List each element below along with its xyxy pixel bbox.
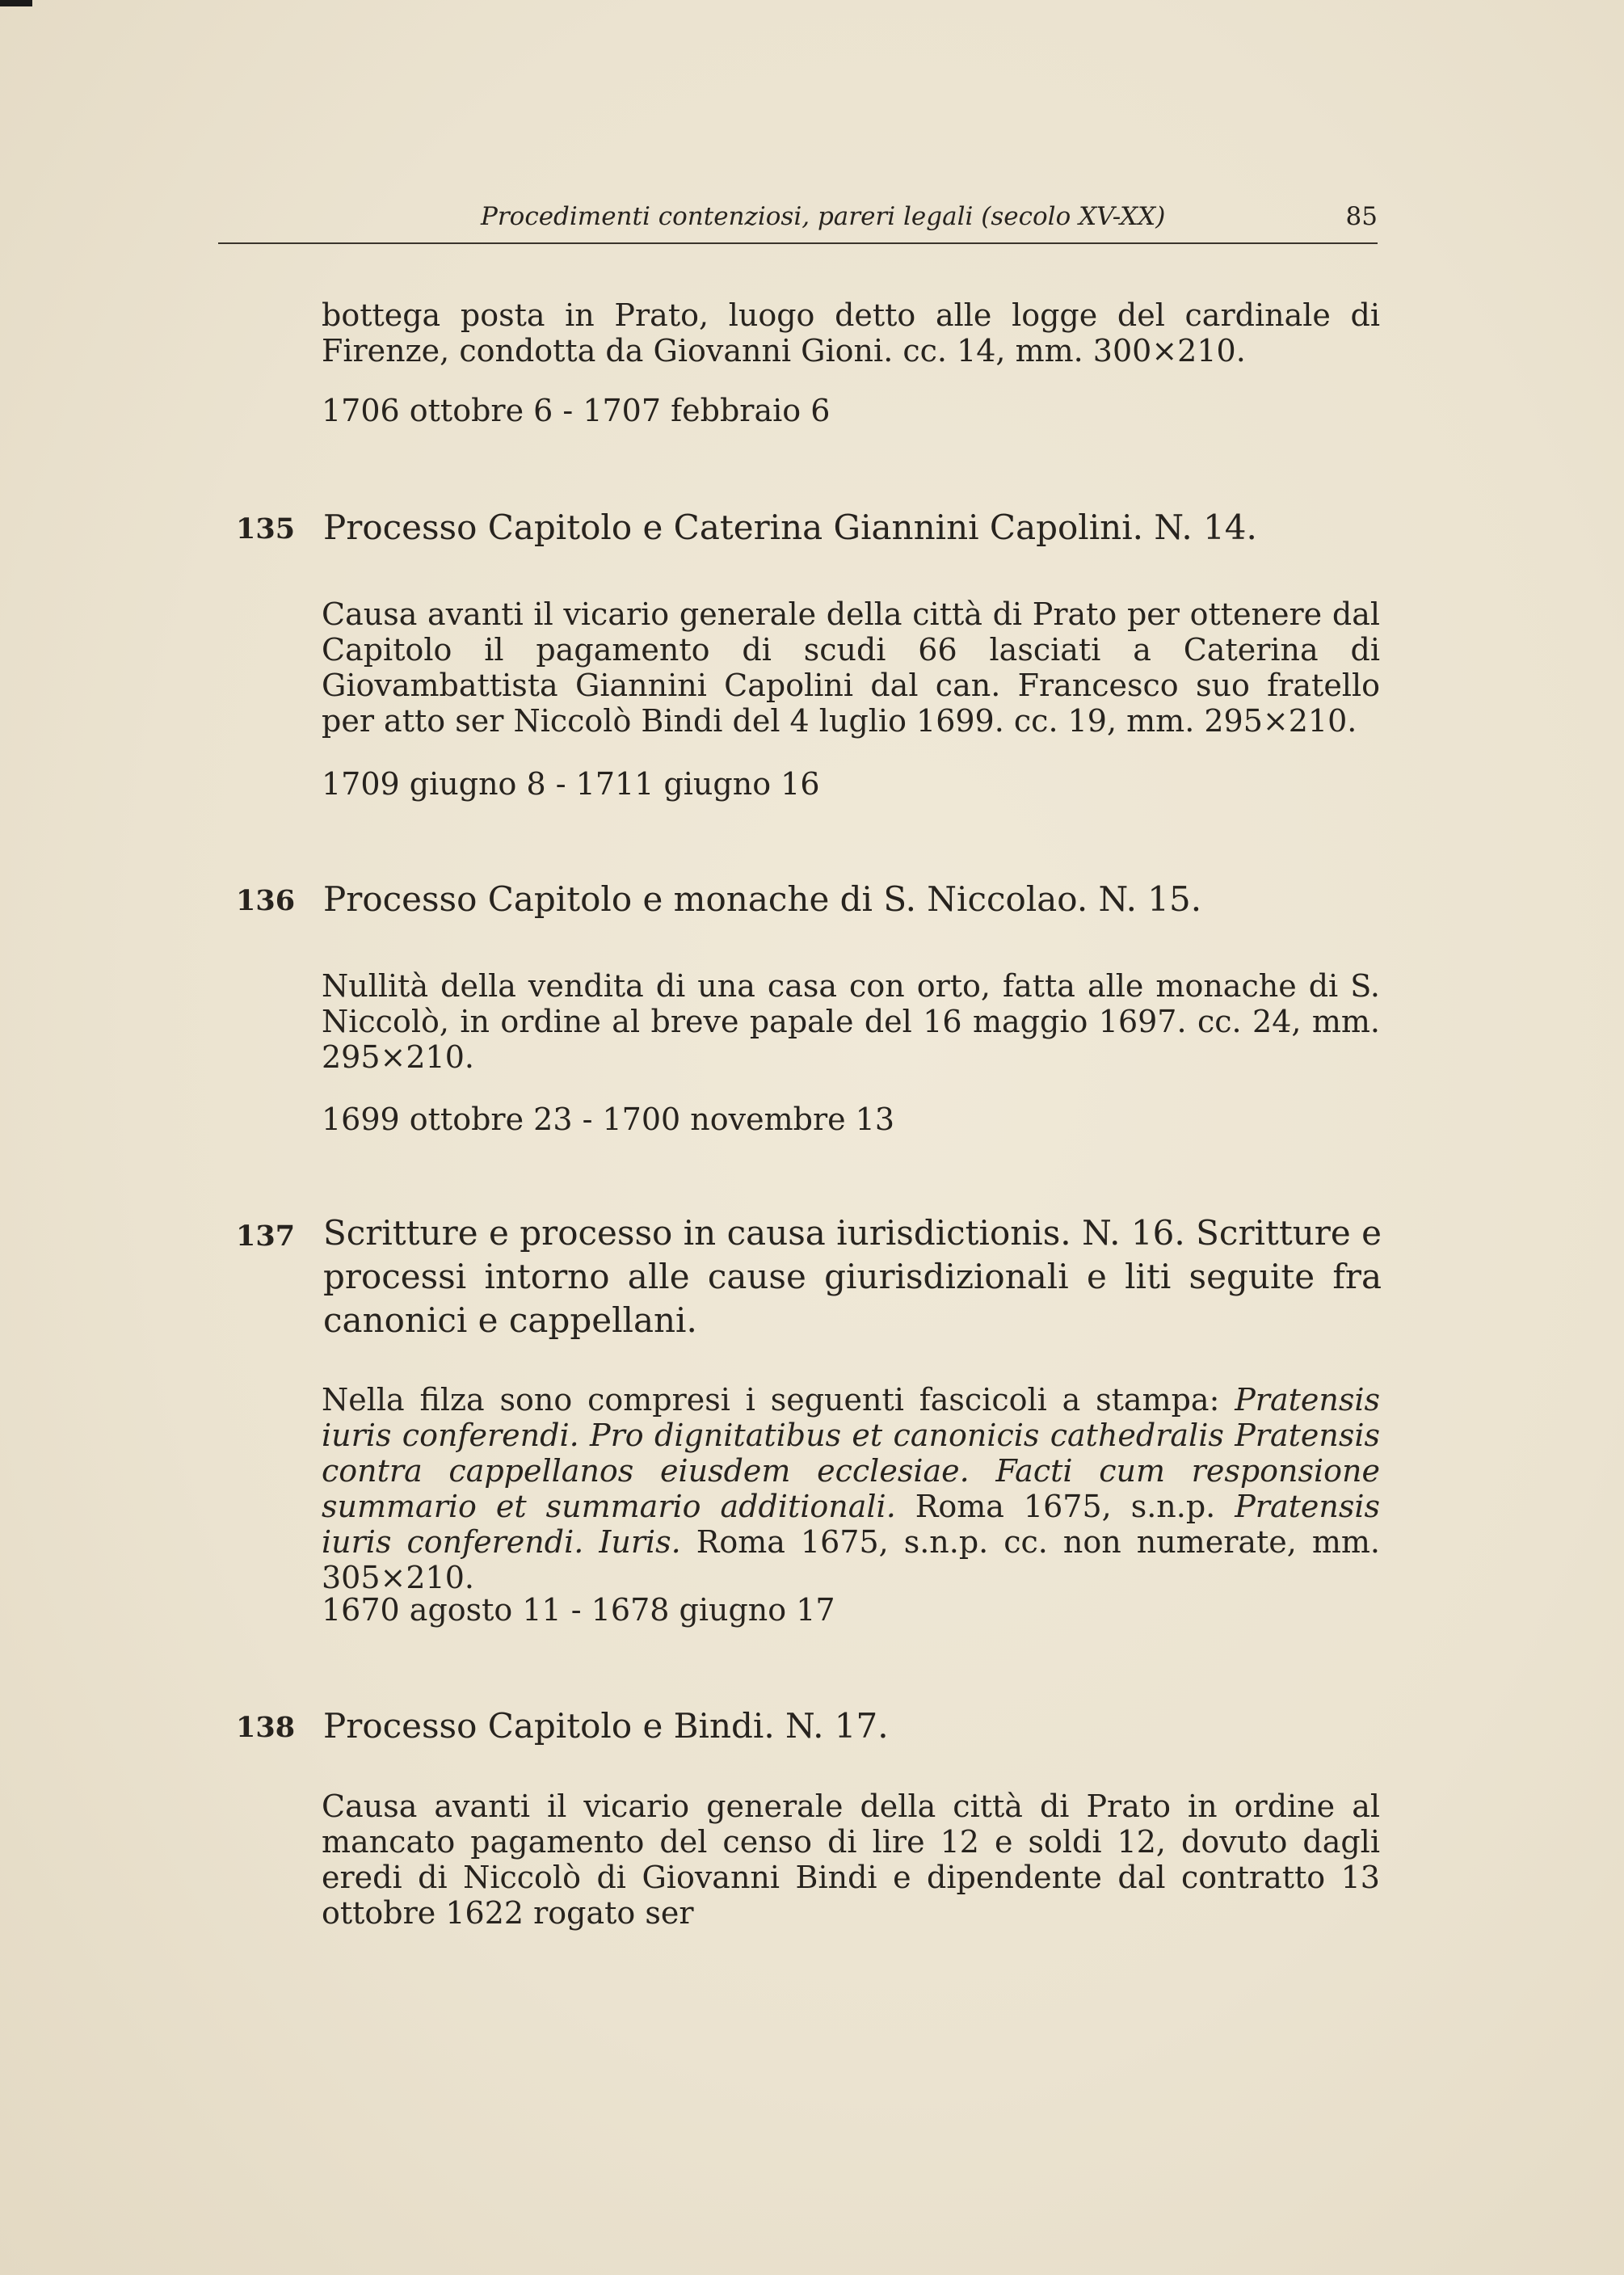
entry-description: Causa avanti il vicario generale della città di Prato per ottenere dal Capitolo il pagamento di scudi 66 lasciati a Caterina di Giovambattista Giannini Capolini dal can. Francesco suo fratello per atto ser Niccolò Bindi del 4 luglio 1699. cc. 19, mm. 295×210.: [322, 596, 1380, 739]
scan-corner-mark: [0, 0, 32, 6]
running-title: Procedimenti contenziosi, pareri legali (secolo XV-XX): [481, 202, 1166, 231]
page-number: 85: [1345, 202, 1378, 231]
description-italic: Pratensis iuris conferendi. Pro dignitatibus et canonicis cathedralis Pratensis contra cappellanos eiusdem ecclesiae. Facti cum responsione summario et summario additionali.: [322, 1382, 1380, 1524]
continuation-date: 1706 ottobre 6 - 1707 febbraio 6: [322, 393, 831, 428]
description-text: Roma 1675, s.n.p. cc. non numerate, mm. 305×210.: [322, 1524, 1381, 1595]
entry-description-block: [322, 968, 1380, 1075]
entry-number: 137: [236, 1220, 296, 1253]
continuation-text: bottega posta in Prato, luogo detto alle logge del cardinale di Firenze, condotta da Giovanni Gioni. cc. 14, mm. 300×210.: [322, 297, 1380, 369]
entry-date: 1709 giugno 8 - 1711 giugno 16: [322, 766, 820, 802]
entry-title: Processo Capitolo e Bindi. N. 17.: [323, 1706, 889, 1746]
entry-description-block: [322, 1382, 1380, 1595]
entry-title: Processo Capitolo e monache di S. Niccolao. N. 15.: [323, 879, 1202, 919]
description-italic: Pratensis iuris conferendi. Iuris.: [322, 1489, 1380, 1560]
entry-number: 135: [236, 512, 296, 546]
entry-date: 1670 agosto 11 - 1678 giugno 17: [322, 1592, 835, 1628]
entry-date-block: [322, 1592, 1380, 1628]
entry-description: Causa avanti il vicario generale della città di Prato in ordine al mancato pagamento del censo di lire 12 e soldi 12, dovuto dagli eredi di Niccolò di Giovanni Bindi e dipendente dal contratto 13 ottobre 1622 rogato ser: [322, 1788, 1380, 1931]
entry-number: 136: [236, 884, 296, 917]
running-header: [218, 200, 1378, 244]
description-text: Nella filza sono compresi i seguenti fascicoli a stampa:: [322, 1382, 1235, 1418]
entry-number: 138: [236, 1711, 296, 1744]
entry-description: [322, 1382, 1380, 1595]
entry-date: 1699 ottobre 23 - 1700 novembre 13: [322, 1102, 895, 1137]
entry-description: Nullità della vendita di una casa con orto, fatta alle monache di S. Niccolò, in ordine al breve papale del 16 maggio 1697. cc. 24, mm. 295×210.: [322, 968, 1380, 1075]
entry-description-block: [322, 1788, 1380, 1931]
description-text: Roma 1675, s.n.p.: [895, 1489, 1235, 1524]
entry-description-block: [322, 596, 1380, 739]
entry-date-block: [322, 766, 1380, 802]
entry-title: Scritture e processo in causa iurisdictionis. N. 16. Scritture e processi intorno alle cause giurisdizionali e liti seguite fra canonici e cappellani.: [323, 1213, 1382, 1340]
entry-date-block: [322, 1102, 1380, 1137]
entry-title: Processo Capitolo e Caterina Giannini Capolini. N. 14.: [323, 508, 1257, 547]
continuation-date-block: [322, 393, 1380, 428]
continuation-block: [322, 297, 1380, 369]
